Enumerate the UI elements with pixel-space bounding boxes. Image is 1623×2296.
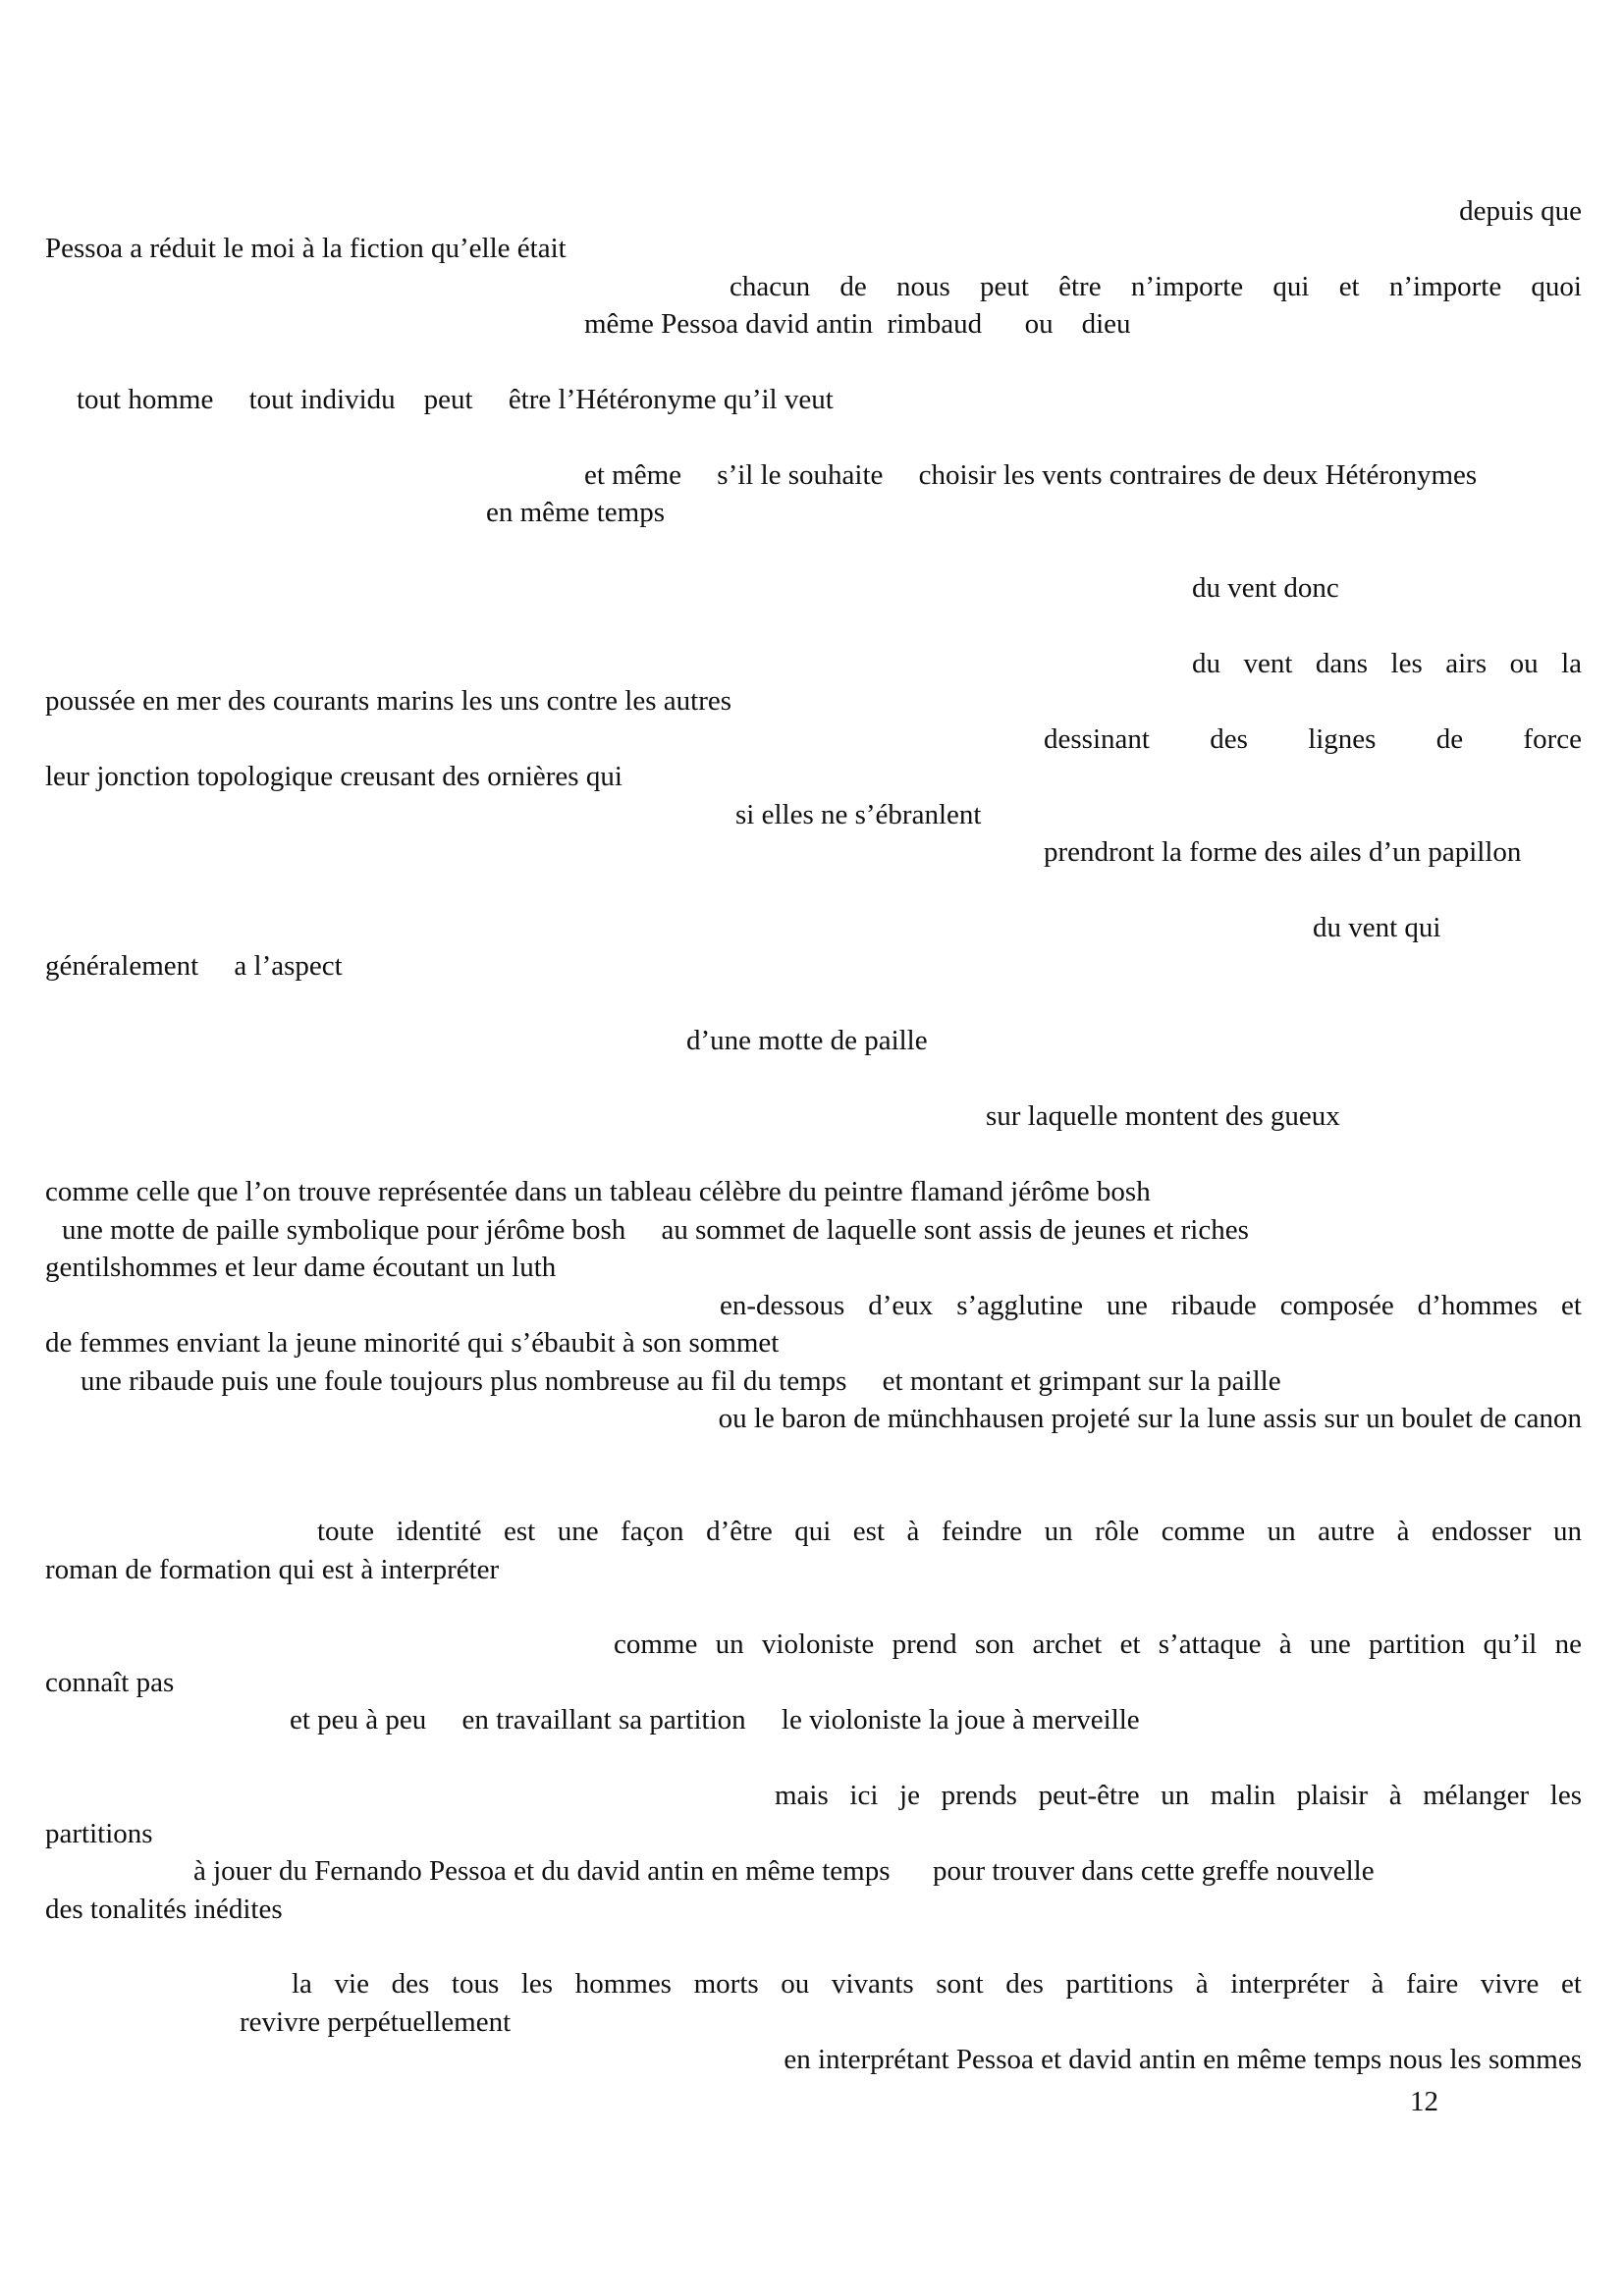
page-number: 12 (1410, 2086, 1438, 2117)
text-line-31: mais ici je prends peut-être un malin plaisir à mélanger les (775, 1780, 1582, 1811)
text-line-10: poussée en mer des courants marins les uns contre les autres (45, 685, 732, 717)
text-line-34: des tonalités inédites (45, 1894, 283, 1925)
text-line-30: et peu à peu en travaillant sa partition le violoniste la joue à merveille (290, 1704, 1140, 1735)
text-line-5: tout homme tout individu peut être l’Hétéronyme qu’il veut (77, 384, 834, 415)
text-line-11: dessinant des lignes de force (1044, 723, 1582, 755)
text-line-9: du vent dans les airs ou la (1192, 648, 1582, 679)
text-line-4: même Pessoa david antin rimbaud ou dieu (584, 308, 1131, 340)
text-line-32: partitions (45, 1818, 153, 1849)
text-line-6: et même s’il le souhaite choisir les vents contraires de deux Hétéronymes (584, 459, 1478, 491)
text-line-1: depuis que (1459, 195, 1582, 227)
text-line-25: ou le baron de münchhausen projeté sur la lune assis sur un boulet de canon (718, 1403, 1582, 1434)
text-line-26: toute identité est une façon d’être qui est à feindre un rôle comme un autre à endosser un (317, 1516, 1582, 1547)
text-line-8: du vent donc (1192, 572, 1339, 604)
text-line-2: Pessoa a réduit le moi à la fiction qu’elle était (45, 233, 567, 264)
text-line-13: si elles ne s’ébranlent (735, 799, 982, 830)
text-line-17: d’une motte de paille (686, 1025, 928, 1056)
text-line-36: revivre perpétuellement (240, 2006, 512, 2038)
text-line-29: connaît pas (45, 1667, 175, 1698)
text-line-19: comme celle que l’on trouve représentée dans un tableau célèbre du peintre flamand jérôme bosh (45, 1176, 1151, 1207)
text-line-20: une motte de paille symbolique pour jérôme bosh au sommet de laquelle sont assis de jeunes et riches (62, 1214, 1249, 1246)
text-line-24: une ribaude puis une foule toujours plus nombreuse au fil du temps et montant et grimpant sur la paille (81, 1365, 1281, 1397)
text-line-15: du vent qui (1313, 912, 1441, 943)
text-line-35: la vie des tous les hommes morts ou vivants sont des partitions à interpréter à faire vivre et (292, 1968, 1582, 2000)
text-line-23: de femmes enviant la jeune minorité qui s’ébaubit à son sommet (45, 1327, 780, 1359)
text-line-37: en interprétant Pessoa et david antin en même temps nous les sommes (784, 2044, 1582, 2075)
text-line-21: gentilshommes et leur dame écoutant un luth (45, 1252, 557, 1283)
text-line-14: prendront la forme des ailes d’un papillon (1044, 836, 1522, 868)
text-line-12: leur jonction topologique creusant des ornières qui (45, 761, 622, 792)
text-line-27: roman de formation qui est à interpréter (45, 1554, 500, 1585)
text-line-22: en-dessous d’eux s’agglutine une ribaude composée d’hommes et (720, 1290, 1582, 1321)
text-line-18: sur laquelle montent des gueux (986, 1100, 1340, 1132)
text-line-28: comme un violoniste prend son archet et s’attaque à une partition qu’il ne (614, 1629, 1582, 1660)
text-line-33: à jouer du Fernando Pessoa et du david antin en même temps pour trouver dans cette greffe nouvelle (193, 1855, 1375, 1887)
text-line-7: en même temps (486, 497, 666, 528)
text-line-16: généralement a l’aspect (45, 950, 343, 982)
text-line-3: chacun de nous peut être n’importe qui et n’importe quoi (730, 271, 1582, 302)
